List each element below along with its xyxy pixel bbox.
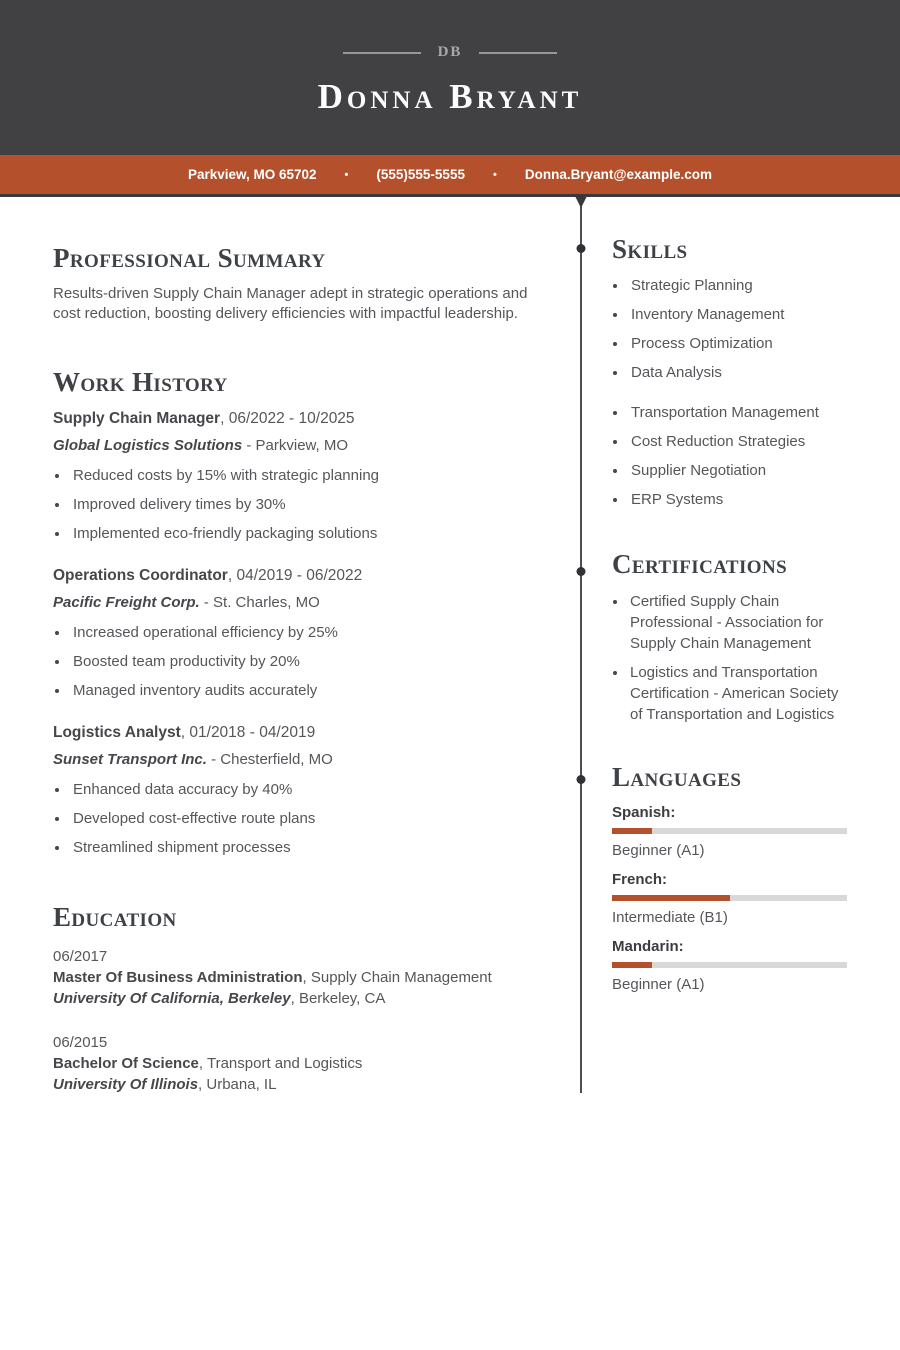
job-bullet: • Streamlined shipment processes <box>70 840 550 856</box>
skills-list <box>612 405 848 508</box>
separator: , <box>290 990 299 1007</box>
certifications-list <box>612 591 848 725</box>
job-role: Logistics Analyst <box>53 724 181 741</box>
certification-item: • Logistics and Transportation Certification - American Society of Transportation and Logistics <box>628 662 848 725</box>
education-field: Supply Chain Management <box>310 969 492 986</box>
job-company-line <box>53 594 550 612</box>
separator: , <box>198 1076 207 1093</box>
education-title: Education <box>53 902 177 932</box>
skills-title: Skills <box>612 234 688 264</box>
contact-location: Parkview, MO 65702 <box>187 167 317 182</box>
job-location: Parkview, MO <box>255 437 349 454</box>
work-history-title: Work History <box>53 367 228 397</box>
language-name: Spanish: <box>612 804 676 821</box>
education-entry <box>53 1032 550 1095</box>
divider-dot-certifications <box>576 567 585 576</box>
skill-item: • Inventory Management <box>628 307 848 323</box>
language-progress-fill <box>612 895 730 901</box>
languages-title: Languages <box>612 762 742 792</box>
job-entry <box>53 567 550 699</box>
contact-separator-icon: • <box>492 168 497 181</box>
monogram <box>0 0 900 61</box>
skill-item: • Data Analysis <box>628 365 848 381</box>
skill-item: • Cost Reduction Strategies <box>628 434 848 450</box>
contact-email: Donna.Bryant@example.com <box>524 167 713 182</box>
job-bullet: • Managed inventory audits accurately <box>70 683 550 699</box>
separator: - <box>199 594 214 611</box>
job-role: Operations Coordinator <box>53 567 228 584</box>
summary-title: Professional Summary <box>53 243 326 273</box>
education-location: Urbana, IL <box>206 1076 277 1093</box>
separator: , <box>198 1055 207 1072</box>
divider-dot-languages <box>576 775 585 784</box>
job-bullet: • Boosted team productivity by 20% <box>70 654 550 670</box>
job-entry <box>53 410 550 542</box>
language-item <box>612 871 848 926</box>
language-progress-fill <box>612 828 652 834</box>
education-degree: Master Of Business Administration <box>53 969 303 986</box>
monogram-initials: DB <box>437 44 463 60</box>
skill-item: • Transportation Management <box>628 405 848 421</box>
education-location: Berkeley, CA <box>298 990 386 1007</box>
job-role: Supply Chain Manager <box>53 410 221 427</box>
job-bullet: • Enhanced data accuracy by 40% <box>70 782 550 798</box>
certification-item: • Certified Supply Chain Professional - Association for Supply Chain Management <box>628 591 848 654</box>
left-column <box>53 197 550 1095</box>
education-degree: Bachelor Of Science <box>53 1055 199 1072</box>
column-divider <box>580 197 582 1093</box>
language-progress-fill <box>612 962 652 968</box>
skill-item: • Strategic Planning <box>628 278 848 294</box>
separator: , <box>302 969 311 986</box>
language-item <box>612 804 848 859</box>
job-location: Chesterfield, MO <box>220 751 333 768</box>
job-title-line <box>53 724 550 742</box>
work-history-section <box>53 367 550 856</box>
job-company-line <box>53 437 550 455</box>
language-level: Beginner (A1) <box>612 842 705 859</box>
language-name: French: <box>612 871 668 888</box>
certifications-title: Certifications <box>612 549 788 579</box>
language-level: Intermediate (B1) <box>612 909 728 926</box>
education-date: 06/2017 <box>53 948 108 965</box>
job-bullet: • Developed cost-effective route plans <box>70 811 550 827</box>
separator: - <box>206 751 221 768</box>
education-school-line <box>53 988 550 1009</box>
language-level: Beginner (A1) <box>612 976 705 993</box>
monogram-line-left <box>343 52 421 54</box>
job-dates: 01/2018 - 04/2019 <box>189 724 316 741</box>
language-name: Mandarin: <box>612 938 684 955</box>
separator: - <box>242 437 256 454</box>
contact-separator-icon: • <box>344 168 349 181</box>
job-bullet: • Increased operational efficiency by 25% <box>70 625 550 641</box>
education-section <box>53 902 550 1095</box>
language-item <box>612 938 848 993</box>
summary-section <box>53 243 550 324</box>
job-dates: 04/2019 - 06/2022 <box>236 567 363 584</box>
right-column <box>612 197 848 1095</box>
separator: , <box>220 410 229 427</box>
languages-section <box>612 762 848 993</box>
job-location: St. Charles, MO <box>213 594 320 611</box>
job-entry <box>53 724 550 856</box>
job-title-line <box>53 567 550 585</box>
job-bullet: • Reduced costs by 15% with strategic planning <box>70 468 550 484</box>
header <box>0 0 900 155</box>
job-company: Pacific Freight Corp. <box>53 594 200 611</box>
education-degree-line <box>53 967 550 988</box>
education-date: 06/2015 <box>53 1034 108 1051</box>
monogram-line-right <box>479 52 557 54</box>
contact-bar <box>0 155 900 197</box>
skills-section <box>612 234 848 508</box>
certifications-section <box>612 549 848 725</box>
job-dates: 06/2022 - 10/2025 <box>228 410 355 427</box>
job-bullet-list <box>53 782 550 856</box>
job-bullet-list <box>53 468 550 542</box>
education-school: University Of Illinois <box>53 1076 199 1093</box>
education-field: Transport and Logistics <box>206 1055 363 1072</box>
job-company-line <box>53 751 550 769</box>
job-bullet: • Improved delivery times by 30% <box>70 497 550 513</box>
job-bullet-list <box>53 625 550 699</box>
education-degree-line <box>53 1053 550 1074</box>
education-entry <box>53 946 550 1009</box>
skill-item: • Process Optimization <box>628 336 848 352</box>
summary-text: Results-driven Supply Chain Manager adept in strategic operations and cost reduction, boosting delivery efficiencies with impactful leadership. <box>53 285 528 322</box>
job-title-line <box>53 410 550 428</box>
job-company: Sunset Transport Inc. <box>53 751 207 768</box>
contact-phone: (555)555-5555 <box>376 167 465 182</box>
divider-dot-skills <box>576 244 585 253</box>
content-area <box>0 197 900 1095</box>
job-bullet: • Implemented eco-friendly packaging solutions <box>70 526 550 542</box>
education-school: University Of California, Berkeley <box>53 990 291 1007</box>
language-progress-track <box>612 895 847 901</box>
separator: , <box>180 724 190 741</box>
language-progress-track <box>612 962 847 968</box>
divider-arrow-icon <box>575 196 587 208</box>
skills-list <box>612 278 848 381</box>
education-school-line <box>53 1074 550 1095</box>
separator: , <box>227 567 237 584</box>
skill-item: • ERP Systems <box>628 492 848 508</box>
skill-item: • Supplier Negotiation <box>628 463 848 479</box>
candidate-name: Donna Bryant <box>317 77 583 116</box>
job-company: Global Logistics Solutions <box>53 437 243 454</box>
language-progress-track <box>612 828 847 834</box>
